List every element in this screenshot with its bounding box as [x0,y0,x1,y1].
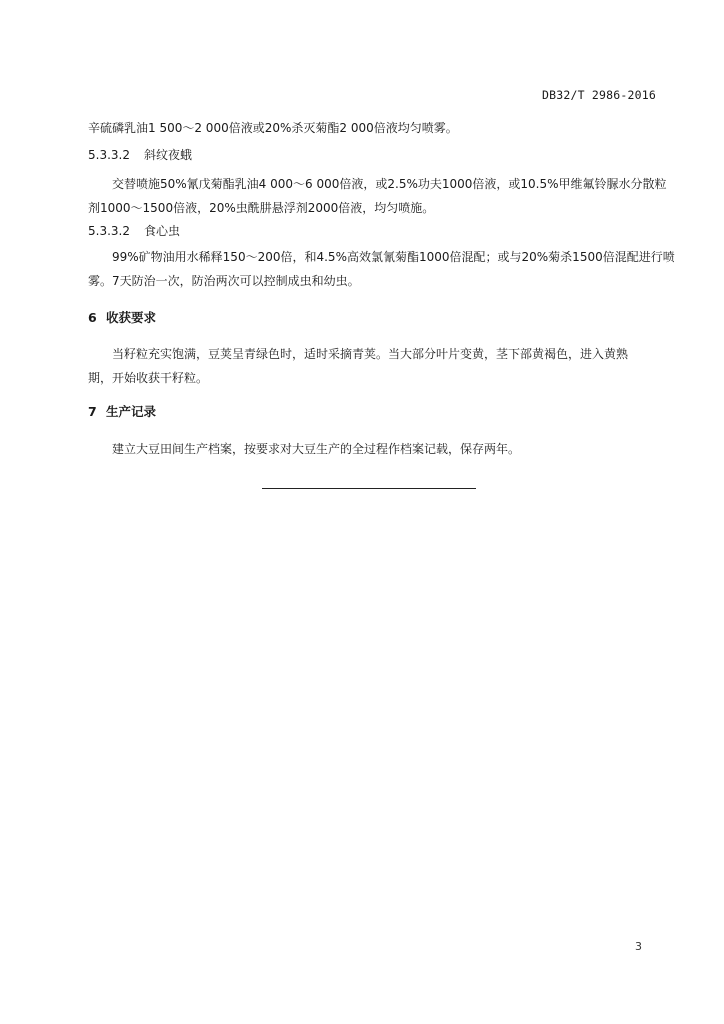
section-heading-6 [88,308,156,328]
paragraph-line: 建立大豆田间生产档案，按要求对大豆生产的全过程作档案记载，保存两年。 [112,442,521,456]
paragraph-line: 剂1000～1500倍液，20%虫酰肼悬浮剂2000倍液，均匀喷施。 [88,201,435,215]
document-code: DB32/T 2986-2016 [542,88,656,102]
paragraph-pod-borer [88,245,675,293]
section-title: 收获要求 [106,310,157,325]
page-number: 3 [635,940,642,953]
paragraph-line: 雾。7天防治一次，防治两次可以控制成虫和幼虫。 [88,274,360,288]
paragraph-line: 当籽粒充实饱满，豆荚呈青绿色时，适时采摘青荚。当大部分叶片变黄，茎下部黄褐色，进入黄熟 [112,347,629,361]
section-heading-7 [88,402,156,422]
continuation-paragraph [88,116,658,140]
paragraph-line: 期，开始收获干籽粒。 [88,371,209,385]
section-title: 斜纹夜蛾 [144,148,193,162]
paragraph-production-record [88,437,658,461]
paragraph-line: 99%矿物油用水稀释150～200倍，和4.5%高效氯氰菊酯1000倍混配；或与20%菊杀1500倍混配进行喷 [112,250,675,264]
paragraph-harvest [88,342,658,390]
paragraph-line: 交替喷施50%氰戊菊酯乳油4 000～6 000倍液，或2.5%功夫1000倍液，或10.5%甲维氟铃脲水分散粒 [112,177,667,191]
paragraph-line: 辛硫磷乳油1 500～2 000倍液或20%杀灭菊酯2 000倍液均匀喷雾。 [88,121,458,135]
section-title: 生产记录 [106,404,157,419]
end-of-document-rule [262,488,476,489]
section-number: 7 [88,404,97,419]
section-number: 5.3.3.2 [88,224,130,238]
section-number: 5.3.3.2 [88,148,130,162]
paragraph-armyworm [88,172,667,220]
section-heading-5-3-3-2-armyworm [88,145,192,165]
section-number: 6 [88,310,97,325]
section-title: 食心虫 [144,224,181,238]
section-heading-5-3-3-2-pod-borer [88,221,180,241]
